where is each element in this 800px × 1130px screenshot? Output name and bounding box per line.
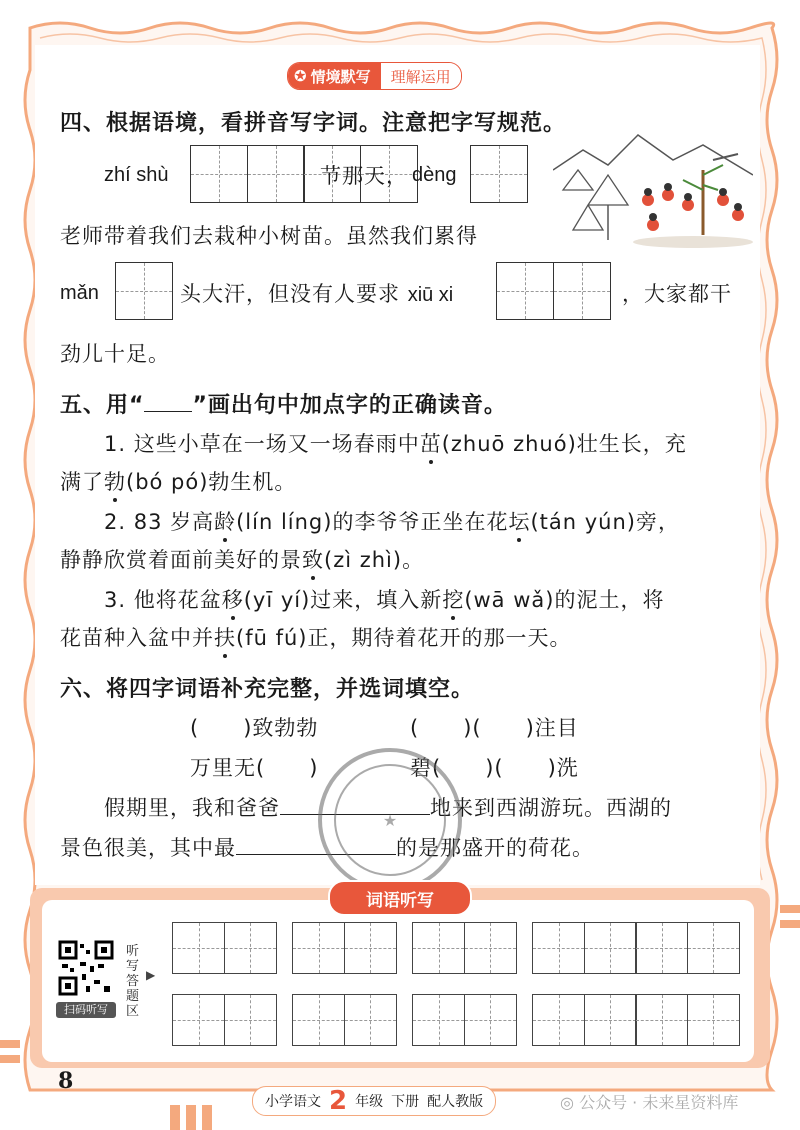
footer-badge [252, 1086, 496, 1116]
s4-line2: 老师带着我们去栽种小树苗。虽然我们累得 [60, 224, 478, 248]
idiom-4[interactable]: 碧( )( )洗 [410, 756, 579, 780]
dictation-title: 词语听写 [328, 880, 472, 916]
s5-q1-line2: 满了勃(bó pó)勃生机。 [60, 466, 296, 496]
tag-left-label: 情境默写 [310, 67, 371, 86]
s4-text-1: 节那天， [320, 164, 408, 188]
answer-grid-man[interactable] [115, 262, 172, 320]
s5-q2-line1: 2. 83 岁高龄(lín líng)的李爷爷正坐在花坛(tán yún)旁， [104, 506, 680, 536]
s6-text-2: 景色很美，其中最 的是那盛开的荷花。 [60, 836, 594, 860]
svg-text:★: ★ [382, 811, 398, 830]
section4-title: 四、根据语境，看拼音写字词。注意把字写规范。 [60, 111, 567, 136]
medal-icon: ✪ [294, 67, 307, 85]
wechat-icon: ◎ [560, 1093, 574, 1112]
answer-grid-xiuxi[interactable] [496, 262, 609, 320]
s4-text-4: ，大家都干 [622, 282, 732, 306]
dictation-grid-1[interactable] [172, 922, 275, 974]
section6-title: 六、将四字词语补充完整，并选词填空。 [60, 677, 475, 702]
idiom-3[interactable]: 万里无( ) [190, 756, 319, 780]
s4-pinyin-3: mǎn [60, 282, 99, 304]
dictation-grid-2[interactable] [292, 922, 395, 974]
answer-area-label: 听写答题区 [126, 944, 140, 1019]
s5-q3-line2: 花苗种入盆中并扶(fū fú)正，期待着花开的那一天。 [60, 622, 571, 652]
qr-code-icon[interactable] [58, 940, 114, 996]
s4-pinyin-1: zhí shù [104, 164, 169, 186]
footer-grade: 年级 [355, 1094, 384, 1110]
page-number: 8 [58, 1068, 74, 1094]
s4-text-3: 头大汗，但没有人要求 xiū xi [180, 282, 454, 306]
dictation-grid-7[interactable] [412, 994, 515, 1046]
arrow-right-icon: ▶ [146, 968, 156, 982]
dictation-grid-3[interactable] [412, 922, 515, 974]
answer-grid-deng[interactable] [470, 145, 527, 203]
footer-term: 下册 [391, 1094, 420, 1110]
idiom-1[interactable]: ( )致勃勃 [190, 716, 319, 740]
dictation-grid-4[interactable] [532, 922, 738, 974]
section5-title: 五、用“ ”画出句中加点字的正确读音。 [60, 393, 507, 418]
s4-pinyin-2: dèng [412, 164, 457, 186]
tree-planting-illustration [553, 130, 753, 250]
qr-label: 扫码听写 [56, 1002, 116, 1018]
s5-q1-line1: 1. 这些小草在一场又一场春雨中茁(zhuō zhuó)壮生长，充 [104, 428, 687, 458]
s6-text-1: 假期里，我和爸爸 地来到西湖游玩。西湖的 [104, 796, 672, 820]
s5-q2-line2: 静静欣赏着面前美好的景致(zì zhì)。 [60, 544, 424, 574]
idiom-2[interactable]: ( )( )注目 [410, 716, 579, 740]
footer-watermark: ◎ 公众号 · 未来星资料库 [560, 1093, 739, 1112]
dictation-grid-5[interactable] [172, 994, 275, 1046]
s5-q3-line1: 3. 他将花盆移(yī yí)过来，填入新挖(wā wǎ)的泥土，将 [104, 584, 664, 614]
dictation-grid-6[interactable] [292, 994, 395, 1046]
dictation-grid-8[interactable] [532, 994, 738, 1046]
s4-line4: 劲儿十足。 [60, 342, 170, 366]
footer-edition: 配人教版 [427, 1094, 484, 1110]
section-tag [287, 62, 462, 90]
footer-grade-num: 2 [329, 1086, 348, 1116]
tag-right-label: 理解运用 [381, 63, 461, 89]
footer-subject: 小学语文 [265, 1094, 321, 1110]
